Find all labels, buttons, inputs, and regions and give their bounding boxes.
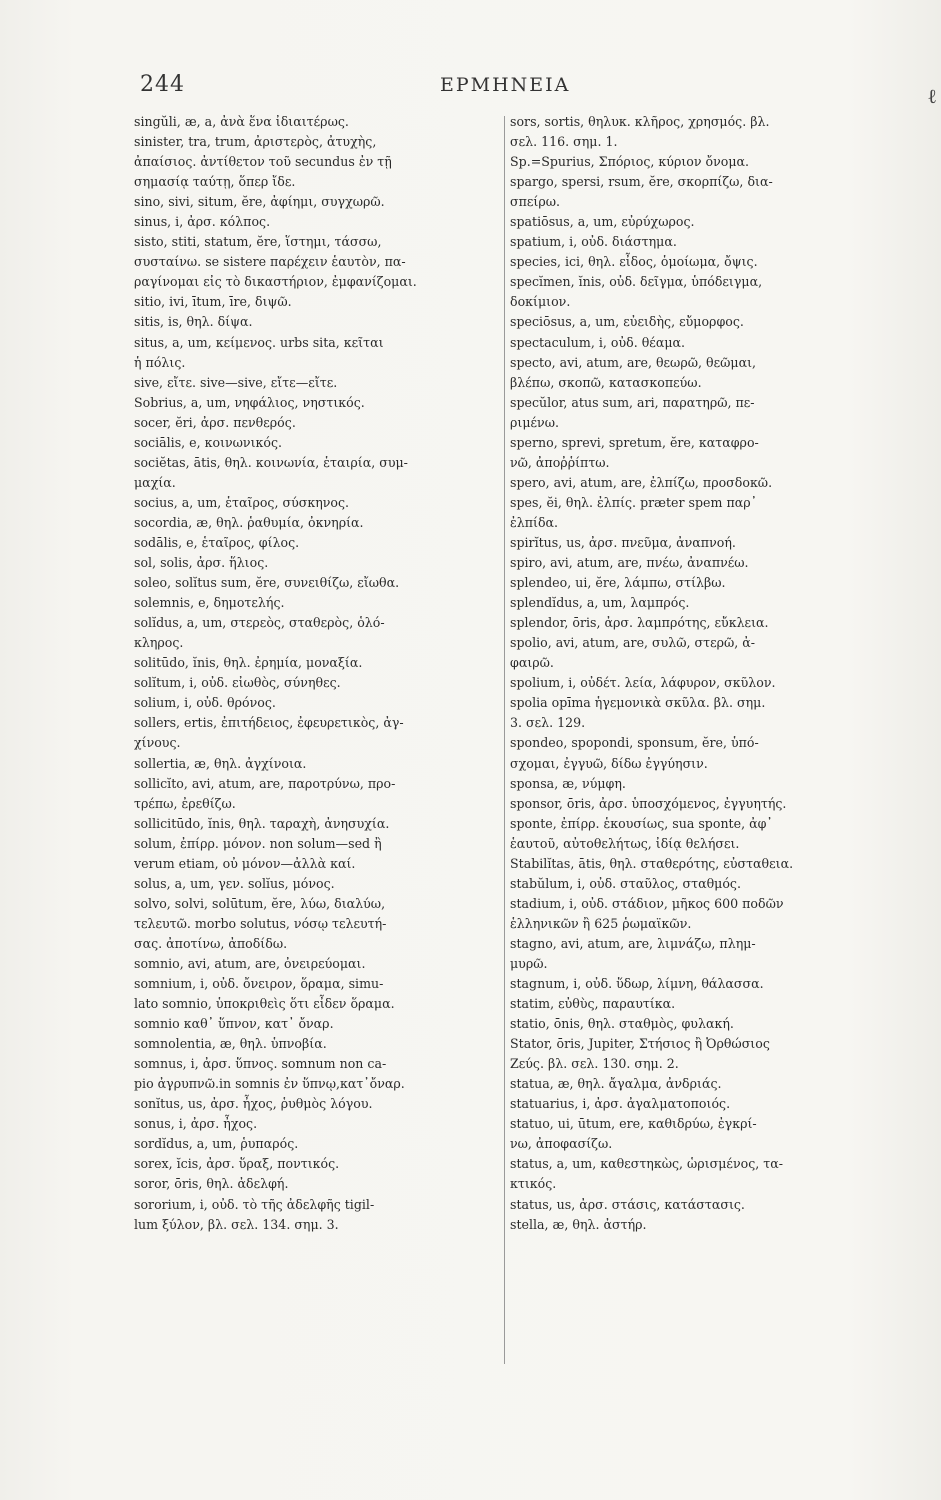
entry-line: sollicitūdo, ĭnis, θηλ. ταραχὴ, ἀνησυχία. (134, 815, 390, 831)
entry-line: somnio καθ᾽ ὕπνον, κατ᾽ ὄναρ. (134, 1016, 334, 1032)
entry-line: sodālis, e, ἑταῖρος, φίλος. (134, 534, 300, 550)
entry-line: 3. σελ. 129. (510, 715, 586, 731)
entry-line: sollers, ertis, ἐπιτήδειος, ἐφευρετικὸς, ἀγ- (134, 715, 404, 731)
entry-line: σπείρω. (510, 194, 561, 210)
entry-line: statuarius, i, ἀρσ. ἀγαλματοποιός. (510, 1096, 731, 1112)
entry-line: statim, εὐθὺς, παραυτίκα. (510, 996, 676, 1012)
entry-line: sororium, i, οὐδ. τὸ τῆς ἀδελφῆς tigil- (134, 1196, 375, 1212)
entry-line: ἑαυτοῦ, αὐτοθελήτως, ἰδίᾳ θελήσει. (510, 835, 740, 851)
entry-line: pio ἀγρυπνῶ.in somnis ἐν ὕπνῳ,κατ᾽ὄναρ. (134, 1076, 405, 1092)
entry-line: somnus, i, ἀρσ. ὕπνος. somnum non ca- (134, 1056, 387, 1072)
entry-line: status, a, um, καθεστηκὼς, ὡρισμένος, τα- (510, 1156, 783, 1172)
entry-line: speciōsus, a, um, εὐειδὴς, εὔμορφος. (510, 314, 744, 330)
entry-line: sorex, ĭcis, ἀρσ. ὕραξ, ποντικός. (134, 1156, 340, 1172)
entry-line: sonus, i, ἀρσ. ἦχος. (134, 1116, 258, 1132)
dictionary-columns (134, 112, 934, 1362)
entry-line: specto, avi, atum, are, θεωρῶ, θεῶμαι, (510, 354, 757, 370)
entry-line: μαχία. (134, 474, 176, 490)
entry-line: ἀπαίσιος. ἀντίθετον τοῦ secundus ἐν τῇ (134, 154, 392, 170)
entry-line: status, us, ἀρσ. στάσις, κατάστασις. (510, 1196, 745, 1212)
entry-line: solus, a, um, γεν. solĭus, μόνος. (134, 875, 335, 891)
entry-line: statuo, ui, ūtum, ere, καθιδρύω, ἐγκρί- (510, 1116, 757, 1132)
entry-line: σελ. 116. σημ. 1. (510, 134, 618, 150)
entry-line: sitio, ivi, ītum, īre, διψῶ. (134, 294, 292, 310)
entry-line: solemnis, e, δημοτελής. (134, 595, 285, 611)
entry-line: Stator, ōris, Jupiter, Στήσιος ἢ Ὀρθώσιος (510, 1036, 770, 1052)
entry-line: stella, æ, θηλ. ἀστήρ. (510, 1216, 647, 1232)
entry-line: species, ici, θηλ. εἶδος, ὁμοίωμα, ὄψις. (510, 254, 758, 270)
entry-line: μυρῶ. (510, 955, 548, 971)
entry-line: statua, æ, θηλ. ἄγαλμα, ἀνδριάς. (510, 1076, 722, 1092)
entry-line: solitūdo, ĭnis, θηλ. ἐρημία, μοναξία. (134, 655, 363, 671)
entry-line: spiro, avi, atum, are, πνέω, ἀναπνέω. (510, 555, 749, 571)
entry-line: singŭli, æ, a, ἀνὰ ἕνα ἰδιαιτέρως. (134, 114, 349, 129)
right-column (510, 112, 882, 1235)
entry-line: sociālis, e, κοινωνικός. (134, 434, 283, 450)
entry-line: spirĭtus, us, ἀρσ. πνεῦμα, ἀναπνοή. (510, 534, 736, 550)
entry-line: spargo, spersi, rsum, ĕre, σκορπίζω, δια- (510, 174, 773, 190)
entry-line: sonĭtus, us, ἀρσ. ἦχος, ῥυθμὸς λόγου. (134, 1096, 373, 1112)
entry-line: τρέπω, ἐρεθίζω. (134, 795, 236, 811)
entry-line: sol, solis, ἀρσ. ἥλιος. (134, 555, 269, 571)
entry-line: lum ξύλον, βλ. σελ. 134. σημ. 3. (134, 1216, 339, 1232)
entry-line: stagno, avi, atum, are, λιμνάζω, πλημ- (510, 935, 756, 951)
entry-line: splendeo, ui, ĕre, λάμπω, στίλβω. (510, 575, 726, 591)
entry-line: sinister, tra, trum, ἀριστερὸς, ἀτυχὴς, (134, 134, 377, 150)
entry-line: stadium, i, οὐδ. στάδιον, μῆκος 600 ποδῶν (510, 895, 784, 911)
entry-line: βλέπω, σκοπῶ, κατασκοπεύω. (510, 374, 702, 390)
entry-line: Sp.=Spurius, Σπόριος, κύριον ὄνομα. (510, 154, 750, 170)
entry-line: spectaculum, i, οὐδ. θέαμα. (510, 334, 686, 350)
entry-line: ἑλληνικῶν ἢ 625 ῥωμαϊκῶν. (510, 915, 692, 931)
entry-line: somnolentia, æ, θηλ. ὑπνοβία. (134, 1036, 327, 1052)
entry-line: spondeo, spopondi, sponsum, ĕre, ὑπό- (510, 735, 759, 751)
entry-line: somnium, i, οὐδ. ὄνειρον, ὅραμα, simu- (134, 976, 384, 992)
entry-line: sponsa, æ, νύμφη. (510, 775, 626, 791)
entry-line: ραγίνομαι εἰς τὸ δικαστήριον, ἐμφανίζομαι. (134, 274, 417, 290)
entry-line: splendĭdus, a, um, λαμπρός. (510, 595, 690, 611)
entry-line: splendor, ōris, ἀρσ. λαμπρότης, εὔκλεια. (510, 615, 769, 631)
entry-line: situs, a, um, κείμενος. urbs sita, κεῖται (134, 334, 384, 350)
entry-line: νῶ, ἀποῤῥίπτω. (510, 454, 610, 470)
entry-line: solum, ἐπίρρ. μόνον. non solum—sed ἢ (134, 835, 382, 851)
left-column (134, 112, 506, 1235)
entry-line: ἐλπίδα. (510, 514, 559, 530)
entry-line: sordĭdus, a, um, ῥυπαρός. (134, 1136, 299, 1152)
entry-line: solĭtum, i, οὐδ. εἰωθὸς, σύνηθες. (134, 675, 341, 691)
entry-line: spolio, avi, atum, are, συλῶ, στερῶ, ἀ- (510, 635, 756, 651)
entry-line: sino, sivi, situm, ĕre, ἀφίημι, συγχωρῶ. (134, 194, 385, 210)
entry-line: spolia opīma ἡγεμονικὰ σκῦλα. βλ. σημ. (510, 695, 766, 711)
entry-line: σας. ἀποτίνω, ἀποδίδω. (134, 935, 288, 951)
entry-line: stagnum, i, οὐδ. ὕδωρ, λίμνη, θάλασσα. (510, 976, 764, 992)
entry-line: spes, ĕi, θηλ. ἐλπίς. præter spem παρ᾽ (510, 494, 757, 510)
entry-line: σημασίᾳ ταύτῃ, ὅπερ ἴδε. (134, 174, 296, 190)
entry-line: spatiōsus, a, um, εὐρύχωρος. (510, 214, 695, 230)
entry-line: lato somnio, ὑποκριθεὶς ὅτι εἶδεν ὅραμα. (134, 996, 395, 1012)
entry-line: socius, a, um, ἑταῖρος, σύσκηνος. (134, 494, 350, 510)
entry-line: sponsor, ōris, ἀρσ. ὑποσχόμενος, ἐγγυητής. (510, 795, 787, 811)
entry-line: δοκίμιον. (510, 294, 571, 310)
entry-line: Ζεύς. βλ. σελ. 130. σημ. 2. (510, 1056, 679, 1072)
entry-line: solĭdus, a, um, στερεὸς, σταθερὸς, ὁλό- (134, 615, 385, 631)
entry-line: sive, εἴτε. sive—sive, εἴτε—εἴτε. (134, 374, 338, 390)
entry-line: sociĕtas, ātis, θηλ. κοινωνία, ἑταιρία, συμ- (134, 454, 408, 470)
entry-line: specŭlor, atus sum, ari, παρατηρῶ, πε- (510, 394, 755, 410)
entry-line: sollertia, æ, θηλ. ἀγχίνοια. (134, 755, 307, 771)
entry-line: sors, sortis, θηλυκ. κλῆρος, χρησμός. βλ. (510, 114, 770, 129)
entry-line: ριμένω. (510, 414, 559, 430)
entry-line: soror, ōris, θηλ. ἀδελφή. (134, 1176, 289, 1192)
entry-line: sitis, is, θηλ. δίψα. (134, 314, 253, 330)
margin-mark: ℓ (927, 84, 937, 108)
entry-line: solium, i, οὐδ. θρόνος. (134, 695, 276, 711)
entry-line: spolium, i, οὐδέτ. λεία, λάφυρον, σκῦλον. (510, 675, 776, 691)
entry-line: socer, ĕri, ἀρσ. πενθερός. (134, 414, 296, 430)
entry-line: soleo, solĭtus sum, ĕre, συνειθίζω, εἴωθα. (134, 575, 400, 591)
entry-line: συσταίνω. se sistere παρέχειν ἑαυτὸν, πα- (134, 254, 406, 270)
entry-line: sperno, sprevi, spretum, ĕre, καταφρο- (510, 434, 759, 450)
entry-line: somnio, avi, atum, are, ὀνειρεύομαι. (134, 955, 366, 971)
entry-line: φαιρῶ. (510, 655, 554, 671)
entry-line: σχομαι, ἐγγυῶ, δίδω ἐγγύησιν. (510, 755, 708, 771)
entry-line: specĭmen, ĭnis, οὐδ. δεῖγμα, ὑπόδειγμα, (510, 274, 763, 290)
entry-line: κληρος. (134, 635, 184, 651)
entry-line: τελευτῶ. morbo solutus, νόσῳ τελευτή- (134, 915, 387, 931)
entry-line: νω, ἀποφασίζω. (510, 1136, 613, 1152)
page-header (140, 72, 930, 112)
entry-line: Stabilĭtas, ātis, θηλ. σταθερότης, εὐσταθεια. (510, 855, 794, 871)
column-divider (504, 116, 505, 1364)
entry-line: verum etiam, οὐ μόνον—ἀλλὰ καί. (134, 855, 356, 871)
entry-line: Sobrius, a, um, νηφάλιος, νηστικός. (134, 394, 365, 410)
entry-line: κτικός. (510, 1176, 557, 1192)
running-title: ΕΡΜΗΝΕΙΑ (440, 74, 571, 96)
entry-line: stabŭlum, i, οὐδ. σταῦλος, σταθμός. (510, 875, 741, 891)
entry-line: spero, avi, atum, are, ἐλπίζω, προσδοκῶ. (510, 474, 773, 490)
entry-line: ἡ πόλις. (134, 354, 186, 370)
entry-line: sponte, ἐπίρρ. ἑκουσίως, sua sponte, ἀφ᾽ (510, 815, 773, 831)
entry-line: socordia, æ, θηλ. ῥαθυμία, ὀκνηρία. (134, 514, 364, 530)
entry-line: sinus, i, ἀρσ. κόλπος. (134, 214, 271, 230)
entry-line: solvo, solvi, solūtum, ĕre, λύω, διαλύω, (134, 895, 386, 911)
entry-line: statio, ōnis, θηλ. σταθμὸς, φυλακή. (510, 1016, 734, 1032)
entry-line: spatium, i, οὐδ. διάστημα. (510, 234, 677, 250)
entry-line: χίνους. (134, 735, 181, 751)
entry-line: sisto, stiti, statum, ĕre, ἵστημι, τάσσω, (134, 234, 382, 250)
entry-line: sollicĭto, avi, atum, are, παροτρύνω, προ- (134, 775, 396, 791)
page-number: 244 (140, 72, 185, 97)
